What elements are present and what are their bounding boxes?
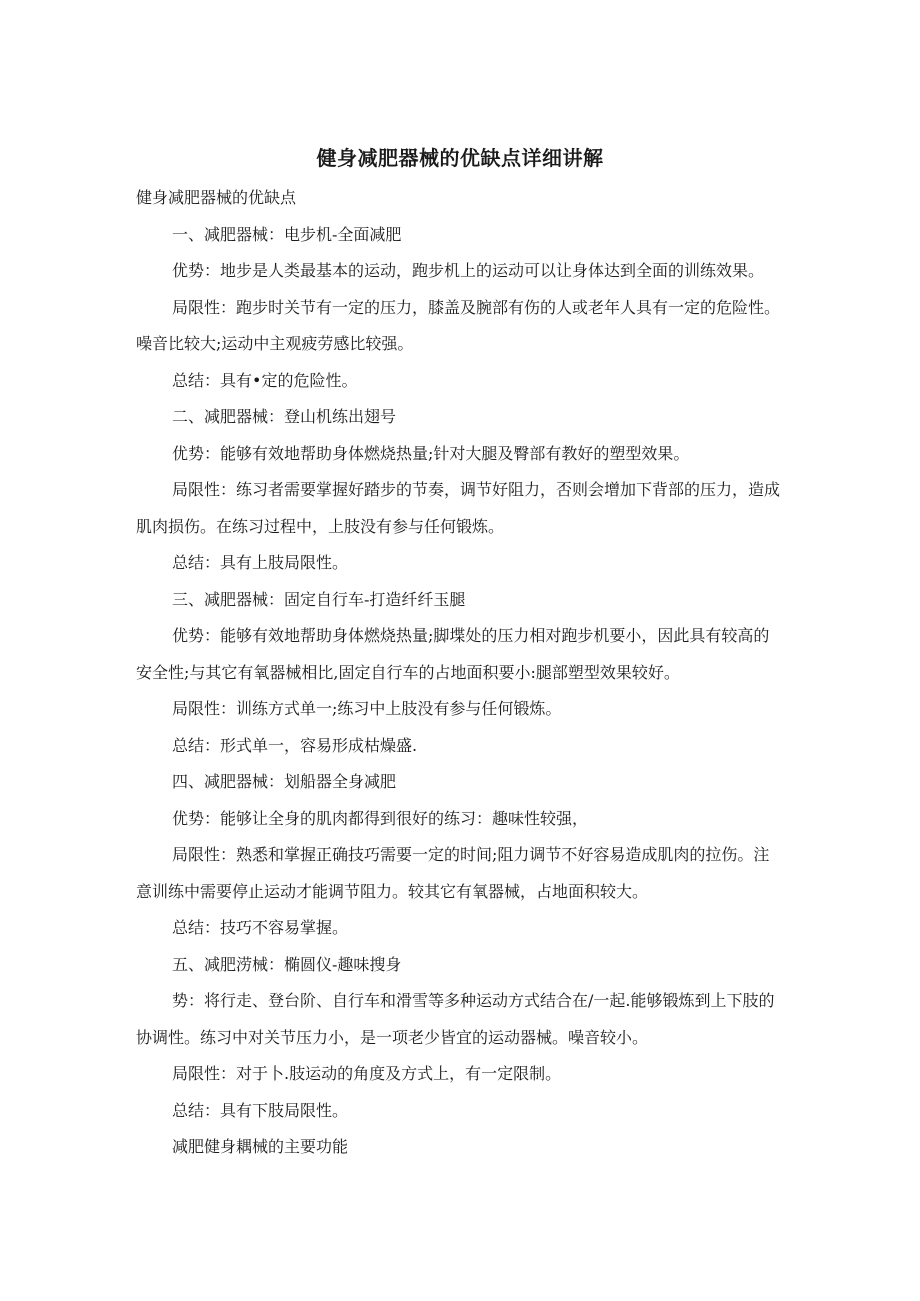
paragraph: 三、减肥器械：固定自行车-打造纤纤玉腿 (172, 589, 466, 609)
paragraph: 总结：技巧不容易掌握。 (172, 918, 349, 937)
paragraph: 局限性：对于卜.肢运动的角度及方式上，有一定限制。 (172, 1064, 562, 1083)
paragraph: 优势：地步是人类最基本的运动，跑步机上的运动可以让身体达到全面的训练效果。 (172, 261, 765, 280)
paragraph: 局限性：熟悉和掌握正确技巧需要一定的时间;阻力调节不好容易造成肌肉的拉伤。注意训练中需要停止运动才能调节阻力。较其它有氧器械，占地面积较大。 (136, 845, 770, 901)
paragraph: 优势：能够让全身的肌肉都得到很好的练习：趣味性较强， (172, 808, 589, 828)
paragraph: 势：将行走、登台阶、自行车和滑雪等多种运动方式结合在/一起.能够锻炼到上下肢的协调性。练习中对关节压力小，是一项老少皆宜的运动器械。噪音较小。 (136, 991, 775, 1047)
paragraph: 优势：能够有效地帮助身体燃烧热量;针对大腿及臀部有教好的塑型效果。 (172, 443, 690, 463)
paragraph: 总结：形式单一，容易形成枯燥盛. (172, 735, 418, 755)
page-title: 健身减肥器械的优缺点详细讲解 (316, 146, 604, 170)
paragraph: 健身减肥器械的优缺点 (136, 188, 297, 207)
paragraph: 一、减肥器械：电步机-全面减肥 (172, 224, 402, 244)
paragraph: 总结：具有•定的危险性。 (172, 370, 358, 390)
document-body (136, 180, 784, 1166)
paragraph: 局限性：练习者需要掌握好踏步的节奏，调节好阻力，否则会增加下背部的压力，造成肌肉损伤。在练习过程中，上肢没有参与任何锻炼。 (136, 480, 781, 536)
paragraph: 优势：能够有效地帮助身体燃烧热量;脚堞处的压力相对跑步机要小，因此具有较高的安全性;与其它有氧器械相比,固定自行车的占地面积要小:腿部塑型效果较好。 (136, 626, 770, 682)
paragraph: 减肥健身耦械的主要功能 (172, 1137, 349, 1156)
paragraph: 总结：具有上肢局限性。 (172, 553, 349, 572)
paragraph: 五、减肥涝械：椭圆仪-趣味搜身 (172, 954, 402, 974)
paragraph: 局限性：跑步时关节有一定的压力，膝盖及腕部有伤的人或老年人具有一定的危险性。噪音比较大;运动中主观疲劳感比较强。 (136, 297, 781, 353)
paragraph: 二、减肥器械：登山机练出翅号 (172, 407, 397, 426)
paragraph: 总结：具有下肢局限性。 (172, 1100, 349, 1120)
paragraph: 四、减肥器械：划船器全身减肥 (172, 772, 397, 791)
paragraph: 局限性：训练方式单一;练习中上肢没有参与任何锻炼。 (172, 699, 562, 718)
